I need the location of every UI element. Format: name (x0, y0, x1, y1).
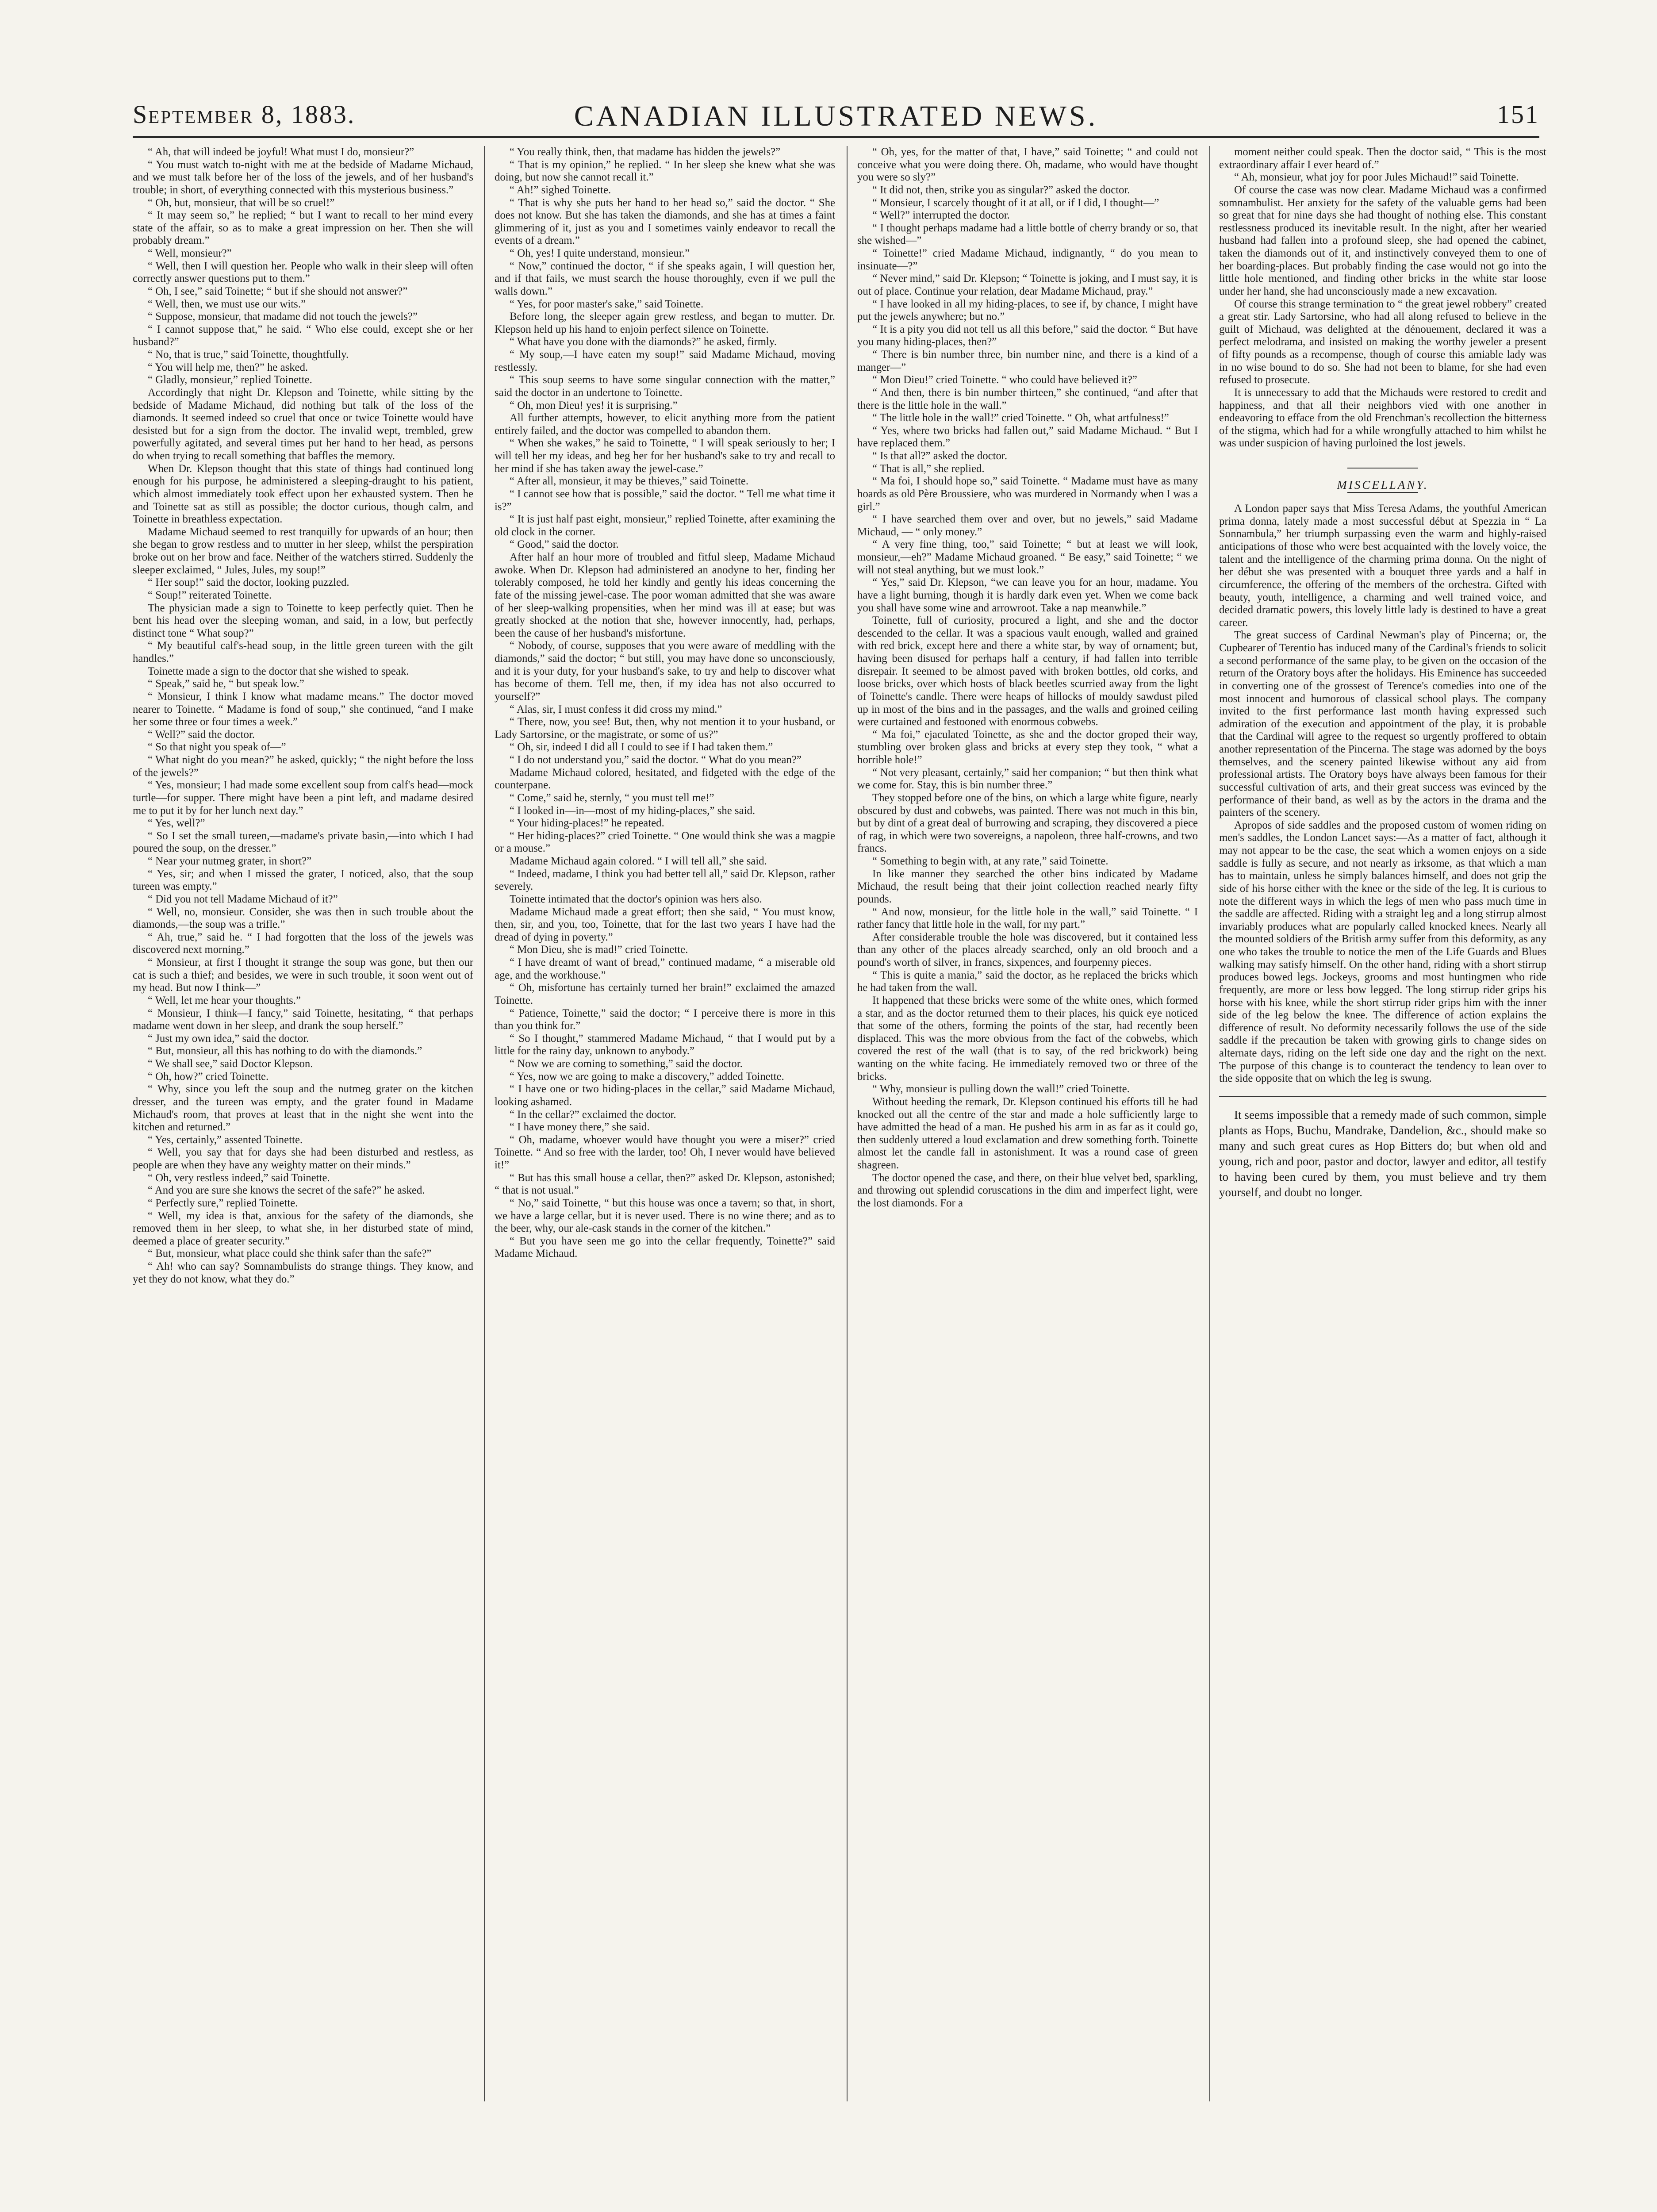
paragraph: “ Gladly, monsieur,” replied Toinette. (148, 374, 312, 386)
paragraph: “ There is bin number three, bin number nine, and there is a kind of a manger—” (857, 349, 1198, 373)
paragraph: “ We shall see,” said Doctor Klepson. (148, 1058, 313, 1070)
paragraph: “ Yes, well?” (148, 817, 205, 830)
paragraph: “ Nobody, of course, supposes that you were aware of meddling with the diamonds,” said the doctor; “ but still, you may have done so unconsciously, and it is your duty, for your husband's sake, to try and help to discover what has become of them. Tell me, then, if my idea has not also occurred to yourself?” (495, 640, 835, 703)
paragraph: “ Yes, certainly,” assented Toinette. (148, 1133, 303, 1146)
paragraph: “ It did not, then, strike you as singular?” asked the doctor. (872, 184, 1130, 196)
paragraph: “ Ah, monsieur, what joy for poor Jules Michaud!” said Toinette. (1234, 171, 1519, 184)
paragraph: Madame Michaud made a great effort; then she said, “ You must know, then, sir, and you, too, Toinette, that for the last two years I have had the dread of dying in poverty.” (495, 906, 835, 943)
paragraph: “ Well, no, monsieur. Consider, she was then in such trouble about the diamonds,—the soup was a trifle.” (133, 906, 473, 931)
paragraph: “ After all, monsieur, it may be thieves,” said Toinette. (510, 475, 749, 488)
paragraph: Before long, the sleeper again grew restless, and began to mutter. Dr. Klepson held up his hand to enjoin perfect silence on Toinette. (495, 311, 835, 335)
paragraph: “ Yes, now we are going to make a discovery,” added Toinette. (510, 1070, 784, 1083)
paragraph: “ Ma foi, I should hope so,” said Toinette. “ Madame must have as many hoards as old Père Broussiere, who was murdered in Normandy when I was a girl.” (857, 475, 1198, 513)
paragraph: “ Indeed, madame, I think you had better tell all,” said Dr. Klepson, rather severely. (495, 868, 835, 893)
paragraph: “ Monsieur, I think I know what madame means.” The doctor moved nearer to Toinette. “ Madame is fond of soup,” she continued, “and I make her some three or four times a week.” (133, 690, 473, 728)
paragraph: “ It is a pity you did not tell us all this before,” said the doctor. “ But have you many hiding-places, then?” (857, 323, 1198, 348)
paragraph: Without heeding the remark, Dr. Klepson continued his efforts till he had knocked out all the centre of the star and made a hole sufficiently large to have admitted the head of a man. He pushed his arm in as far as it could go, then suddenly uttered a loud exclamation and drew something forth. Toinette almost let the candle fall in astonishment. It was a round case of green shagreen. (857, 1095, 1198, 1171)
paragraph: “ What have you done with the diamonds?” he asked, firmly. (510, 336, 777, 348)
paragraph: “ I cannot see how that is possible,” said the doctor. “ Tell me what time it is?” (495, 488, 835, 513)
section-rule (1219, 1096, 1546, 1097)
paragraph: “ And now, monsieur, for the little hole in the wall,” said Toinette. “ I rather fancy that little hole in the wall, for my part.” (857, 906, 1198, 931)
paragraph: “ Oh, madame, whoever would have thought you were a miser?” cried Toinette. “ And so free with the larder, too! Oh, I never would have believed it!” (495, 1133, 835, 1171)
section-heading: MISCELLANY. (1337, 478, 1429, 492)
paragraph: “ I have money there,” she said. (510, 1121, 650, 1133)
issue-date: September 8, 1883. (133, 100, 356, 129)
paragraph: “ A very fine thing, too,” said Toinette; “ but at least we will look, monsieur,—eh?” Madame Michaud groaned. “ Be easy,” said Toinette; “ we will not steal anything, but we must look.” (857, 538, 1198, 576)
paragraph: “ Just my own idea,” said the doctor. (148, 1032, 309, 1045)
paragraph: “ Well?” interrupted the doctor. (872, 209, 1010, 222)
paragraph: “ My soup,—I have eaten my soup!” said Madame Michaud, moving restlessly. (495, 349, 835, 373)
paragraph: “ Ah, true,” said he. “ I had forgotten that the loss of the jewels was discovered next morning.” (133, 931, 473, 956)
paragraph: “ Is that all?” asked the doctor. (872, 450, 1008, 462)
paragraph: After considerable trouble the hole was discovered, but it contained less than any other of the places already searched, only an old brooch and a pound's worth of silver, in francs, sixpences, and fourpenny pieces. (857, 931, 1198, 968)
paragraph: “ Oh, yes! I quite understand, monsieur.” (510, 247, 690, 259)
paragraph: After half an hour more of troubled and fitful sleep, Madame Michaud awoke. When Dr. Klepson had administered an anodyne to her, finding her tolerably composed, he told her kindly and gently his ideas concerning the fate of the missing jewel-case. The poor woman admitted that she was aware of her sleep-walking propensities, when her mind was ill at ease; but was greatly shocked at the notion that she, however innocently, had, perhaps, been the cause of her husband's misfortune. (495, 551, 835, 639)
paragraph: “ I have searched them over and over, but no jewels,” said Madame Michaud, — “ only money.” (857, 513, 1198, 538)
paragraph: “ This is quite a mania,” said the doctor, as he replaced the bricks which he had taken from the wall. (857, 969, 1198, 994)
paragraph: It happened that these bricks were some of the white ones, which formed a star, and as the doctor returned them to their places, his quick eye noticed that some of the others, forming the points of the star, had recently been displaced. This was the more obvious from the fact of the cobwebs, which covered the rest of the wall (that is to say, of the red brickwork) being wanting on the white facing. He immediately removed two or three of the bricks. (857, 994, 1198, 1083)
paragraph: “ No,” said Toinette, “ but this house was once a tavern; so that, in short, we have a large cellar, but it is never used. There is no wine there; and as to the beer, why, our ale-cask stands in the corner of the kitchen.” (495, 1197, 835, 1235)
paragraph: Madame Michaud colored, hesitated, and fidgeted with the edge of the counterpane. (495, 766, 835, 791)
heading-rule (1347, 468, 1418, 469)
paragraph: “ Patience, Toinette,” said the doctor; “ I perceive there is more in this than you think for.” (495, 1007, 835, 1032)
paragraph: “ This soup seems to have some singular connection with the matter,” said the doctor in an undertone to Toinette. (495, 374, 835, 399)
paragraph: “ Speak,” said he, “ but speak low.” (148, 678, 304, 690)
paragraph: “ No, that is true,” said Toinette, thoughtfully. (148, 349, 349, 361)
paragraph: Of course the case was now clear. Madame Michaud was a confirmed somnambulist. Her anxiety for the safety of the valuable gems had been so great that for nine days she had thought of nothing else. This constant restlessness produced its inevitable result. In the night, after her wearied husband had fallen into a profound sleep, she had opened the cabinet, taken the diamonds out of it, and instinctively conveyed them to one of her boarding-places. But probably finding the case would not go into the little hole mentioned, and finding other bricks in the white star loose under her hand, she had unconsciously made a new excavation. (1219, 184, 1546, 297)
paragraph: “ Never mind,” said Dr. Klepson; “ Toinette is joking, and I must say, it is out of place. Continue your relation, dear Madame Michaud, pray.” (857, 273, 1198, 297)
paragraph: “ What night do you mean?” he asked, quickly; “ the night before the loss of the jewels?” (133, 754, 473, 779)
paragraph: “ I have dreamt of want of bread,” continued madame, “ a miserable old age, and the workhouse.” (495, 956, 835, 981)
paragraph: The doctor opened the case, and there, on their blue velvet bed, sparkling, and throwing out splendid coruscations in the dim and imperfect light, were the lost diamonds. For a (857, 1171, 1198, 1209)
paragraph: “ Ah!” sighed Toinette. (510, 184, 611, 196)
paragraph: “ So I thought,” stammered Madame Michaud, “ that I would put by a little for the rainy day, unknown to anybody.” (495, 1032, 835, 1057)
paragraph: “ So that night you speak of—” (148, 741, 286, 753)
paragraph: “ Oh, very restless indeed,” said Toinette. (148, 1171, 330, 1184)
paragraph: “ Ah, that will indeed be joyful! What must I do, monsieur?” (148, 146, 414, 158)
paragraph: “ I have one or two hiding-places in the cellar,” said Madame Michaud, looking ashamed. (495, 1083, 835, 1108)
paragraph: “ Yes, where two bricks had fallen out,” said Madame Michaud. “ But I have replaced them.” (857, 424, 1198, 449)
paragraph: “ I thought perhaps madame had a little bottle of cherry brandy or so, that she wished—” (857, 222, 1198, 247)
column-4 (1219, 146, 1546, 2124)
paragraph: “ Why, monsieur is pulling down the wall!” cried Toinette. (872, 1083, 1130, 1095)
paragraph: “ Oh, but, monsieur, that will be so cruel!” (148, 196, 335, 209)
paragraph: “ It is just half past eight, monsieur,” replied Toinette, after examining the old clock in the corner. (495, 513, 835, 538)
paragraph: “ Well, monsieur?” (148, 247, 232, 259)
paragraph: The great success of Cardinal Newman's play of Pincerna; or, the Cupbearer of Terentio has induced many of the Cardinal's friends to solicit a second performance of the same play, to be given on the occasion of the return of the Oratory boys after the holidays. His Eminence has succeeded in converting one of the grossest of Terence's comedies into one of the most innocent and humorous of classical school plays. The company invited to the first performance last month having expressed such admiration of the execution and appointment of the play, it is probable that the Cardinal will agree to the request so urgently proffered to obtain another representation of the Pincerna. The stage was adorned by the boys themselves, and the scenery painted likewise without any aid from professional artists. The Oratory boys have always been famous for their successful cultivation of arts, and their great success was evinced by the performance of their band, as well as by the actors in the drama and the painters of the scenery. (1219, 629, 1546, 819)
paragraph: “ Now,” continued the doctor, “ if she speaks again, I will question her, and if that fails, we must search the house thoroughly, even if we pull the walls down.” (495, 260, 835, 297)
paragraph: “ Monsieur, at first I thought it strange the soup was gone, but then our cat is such a thief; and besides, we were in such trouble, it soon went out of my head. But now I think—” (133, 956, 473, 994)
paragraph: “ But, monsieur, all this has nothing to do with the diamonds.” (148, 1045, 422, 1057)
paragraph: “ Near your nutmeg grater, in short?” (148, 855, 312, 867)
column-1 (133, 146, 473, 2124)
paragraph: “ Why, since you left the soup and the nutmeg grater on the kitchen dresser, and the tureen was empty, and the grater found in Madame Michaud's room, that proves at least that in the night she went into the kitchen and returned.” (133, 1083, 473, 1133)
paragraph: “ Toinette!” cried Madame Michaud, indignantly, “ do you mean to insinuate—?” (857, 247, 1198, 272)
paragraph: Accordingly that night Dr. Klepson and Toinette, while sitting by the bedside of Madame Michaud, did nothing but talk of the loss of the diamonds. It seemed indeed so cruel that once or twice Toinette would have desisted but for a sign from the doctor. The invalid wept, trembled, grew powerfully agitated, and several times put her hand to her head, as persons do when trying to recall something that baffles the memory. (133, 386, 473, 462)
paragraph: “ Now we are coming to something,” said the doctor. (510, 1058, 743, 1070)
paragraph: “ Perfectly sure,” replied Toinette. (148, 1197, 298, 1209)
paragraph: A London paper says that Miss Teresa Adams, the youthful American prima donna, lately made a most successful début at Spezzia in “ La Sonnambula,” her triumph surpassing even the warm and highly-raised anticipations of those who were best acquainted with the lovely voice, the talent and the intelligence of the charming prima donna. On the night of her début she was presented with a bouquet three yards and a half in circumference, the offering of the members of the orchestra. Gifted with beauty, youth, intelligence, a charming and well trained voice, and decided dramatic powers, this lovely little lady is destined to have a great career. (1219, 503, 1546, 629)
paragraph: “ The little hole in the wall!” cried Toinette. “ Oh, what artfulness!” (872, 412, 1169, 424)
paragraph: “ But has this small house a cellar, then?” asked Dr. Klepson, astonished; “ that is not usual.” (495, 1171, 835, 1197)
paragraph: “ Suppose, monsieur, that madame did not touch the jewels?” (148, 311, 418, 323)
paragraph: “ Monsieur, I scarcely thought of it at all, or if I did, I thought—” (872, 196, 1159, 209)
paragraph: “ Oh, mon Dieu! yes! it is surprising.” (510, 399, 678, 411)
paragraph: “ I do not understand you,” said the doctor. “ What do you mean?” (510, 754, 802, 766)
column-divider (1209, 146, 1210, 2101)
paragraph: “ But you have seen me go into the cellar frequently, Toinette?” said Madame Michaud. (495, 1235, 835, 1260)
paragraph: “ But, monsieur, what place could she think safer than the safe?” (148, 1248, 432, 1260)
paragraph: “ Good,” said the doctor. (510, 538, 619, 551)
paragraph: Toinette made a sign to the doctor that she wished to speak. (148, 665, 409, 677)
paragraph: “ You will help me, then?” he asked. (148, 361, 308, 373)
column-2 (495, 146, 835, 2124)
paragraph: “ Oh, sir, indeed I did all I could to see if I had taken them.” (510, 741, 773, 753)
paragraph: “ Your hiding-places!” he repeated. (510, 817, 664, 830)
paragraph: “ Oh, how?” cried Toinette. (148, 1070, 269, 1083)
paragraph: “ Something to begin with, at any rate,” said Toinette. (872, 855, 1109, 867)
paragraph: Madame Michaud again colored. “ I will tell all,” she said. (510, 855, 767, 867)
paragraph: “ Well, my idea is that, anxious for the safety of the diamonds, she removed them in her sleep, to what she, in her disturbed state of mind, deemed a place of greater security.” (133, 1210, 473, 1247)
paragraph: In like manner they searched the other bins indicated by Madame Michaud, the result being that their joint collection reached nearly fifty pounds. (857, 868, 1198, 905)
paragraph: “ That is my opinion,” he replied. “ In her sleep she knew what she was doing, but now she cannot recall it.” (495, 158, 835, 184)
paragraph: “ Mon Dieu, she is mad!” cried Toinette. (510, 944, 688, 956)
heading-rule (1347, 492, 1418, 493)
paragraph: The physician made a sign to Toinette to keep perfectly quiet. Then he bent his head over the sleeping woman, and said, in a low, but perfectly distinct tone “ What soup?” (133, 602, 473, 639)
paragraph: “ Well, you say that for days she had been disturbed and restless, as people are when they have any weighty matter on their minds.” (133, 1146, 473, 1171)
story-conclusion (1219, 146, 1546, 450)
paragraph: “ I cannot suppose that,” he said. “ Who else could, except she or her husband?” (133, 323, 473, 348)
paragraph: “ Well, then I will question her. People who walk in their sleep will often correctly answer questions put to them.” (133, 260, 473, 285)
page-header (133, 100, 1539, 153)
paragraph: “ Well?” said the doctor. (148, 728, 255, 741)
paragraph: “ Well, then, we must use our wits.” (148, 298, 306, 310)
paragraph: “ That is all,” she replied. (872, 462, 985, 475)
paragraph: “ Soup!” reiterated Toinette. (148, 589, 272, 601)
paragraph: They stopped before one of the bins, on which a large white figure, nearly obscured by dust and cobwebs, was painted. There was not much in this bin, but by dint of a great deal of burrowing and scraping, they discovered a piece of rag, in which were two sovereigns, a napoleon, three half-crowns, and two francs. (857, 791, 1198, 855)
paragraph: “ When she wakes,” he said to Toinette, “ I will speak seriously to her; I will tell her my ideas, and beg her for her husband's sake to try and recall to her mind if she has taken away the jewel-case.” (495, 437, 835, 475)
paragraph: Of course this strange termination to “ the great jewel robbery” created a great stir. Lady Sartorsine, who had all along refused to believe in the guilt of Michaud, was delighted at the dénouement, declared it was a perfect melodrama, and insisted on making the worthy jeweler a present of fifty pounds as a recompense, though of course this amiable lady was in no wise bound to do so. She had not been to blame, for she had even refused to prosecute. (1219, 298, 1546, 386)
paragraph: “ Oh, I see,” said Toinette; “ but if she should not answer?” (148, 285, 408, 297)
paragraph: Madame Michaud seemed to rest tranquilly for upwards of an hour; then she began to grow restless and to mutter in her sleep, whilst the perspiration broke out on her brow and face. Neither of the watchers stirred. Suddenly the sleeper exclaimed, “ Jules, Jules, my soup!” (133, 526, 473, 576)
paragraph: “ Come,” said he, sternly, “ you must tell me!” (510, 791, 714, 804)
advertisement-text: It seems impossible that a remedy made of such common, simple plants as Hops, Buchu, Mandrake, Dandelion, &c., should make so many and such great cures as Hop Bitters do; but when old and young, rich and poor, pastor and doctor, lawyer and editor, all testify to having been cured by them, you must believe and try them yourself, and doubt no longer. (1219, 1108, 1546, 1199)
column-divider (484, 146, 485, 2101)
paragraph: “ Yes,” said Dr. Klepson, “we can leave you for an hour, madame. You have a light burning, though it is hardly dark even yet. When we come back you shall have some wine and arrowroot. Take a nap meanwhile.” (857, 576, 1198, 614)
paragraph: “ You really think, then, that madame has hidden the jewels?” (510, 146, 781, 158)
paragraph: “ That is why she puts her hand to her head so,” said the doctor. “ She does not know. But she has taken the diamonds, and she has at times a faint glimmering of it, just as you and I sometimes vainly endeavor to recall the events of a dream.” (495, 196, 835, 247)
miscellany-section (1219, 503, 1546, 1085)
paragraph: “ Ma foi,” ejaculated Toinette, as she and the doctor groped their way, stumbling over broken glass and bricks at every step they took, “ what a horrible hole!” (857, 728, 1198, 766)
paragraph: “ It may seem so,” he replied; “ but I want to recall to her mind every state of the affair, so as to make a great impression on her. Then she will probably dream.” (133, 209, 473, 247)
header-rule (133, 136, 1539, 138)
paragraph: “ I looked in—in—most of my hiding-places,” she said. (510, 804, 756, 817)
paragraph: “ In the cellar?” exclaimed the doctor. (510, 1108, 676, 1121)
paragraph: Toinette intimated that the doctor's opinion was hers also. (510, 893, 762, 905)
paragraph: “ Oh, misfortune has certainly turned her brain!” exclaimed the amazed Toinette. (495, 982, 835, 1006)
paragraph: “ You must watch to-night with me at the bedside of Madame Michaud, and we must talk before her of the loss of the jewels, and of her husband's trouble; in short, of everything connected with this mysterious business.” (133, 158, 473, 196)
paragraph: “ Yes, for poor master's sake,” said Toinette. (510, 298, 704, 310)
paragraph: Toinette, full of curiosity, procured a light, and she and the doctor descended to the cellar. It was a spacious vault enough, walled and grained with red brick, except here and there a white star, by way of ornament; but, having been disused for perhaps half a century, if had fallen into terrible disrepair. It seemed to be almost paved with broken bottles, old corks, and loose bricks, over which hosts of black beetles scurried away from the light of Toinette's candle. There were heaps of hillocks of mouldy sawdust piled up in most of the bins and in the passages, and the walls and groined ceiling were curtained and festooned with enormous cobwebs. (857, 614, 1198, 728)
paragraph: moment neither could speak. Then the doctor said, “ This is the most extraordinary affair I ever heard of.” (1219, 146, 1546, 171)
paragraph: “ So I set the small tureen,—madame's private basin,—into which I had poured the soup, on the dresser.” (133, 830, 473, 855)
paragraph: “ Alas, sir, I must confess it did cross my mind.” (510, 703, 722, 715)
paragraph: “ Mon Dieu!” cried Toinette. “ who could have believed it?” (872, 374, 1137, 386)
paragraph: It is unnecessary to add that the Michauds were restored to credit and happiness, and that all their neighbors vied with one another in endeavoring to efface from the old Frenchman's recollection the bitterness of the stigma, which had for a while wrongfully attached to him whilst he was under suspicion of having purloined the lost jewels. (1219, 386, 1546, 449)
paragraph: When Dr. Klepson thought that this state of things had continued long enough for his purpose, he administered a sleeping-draught to his patient, which almost immediately took effect upon her exhausted system. Then he and Toinette sat as still as possible; the doctor curious, though calm, and Toinette in breathless expectation. (133, 462, 473, 526)
paragraph: “ Not very pleasant, certainly,” said her companion; “ but then think what we come for. Stay, this is bin number three.” (857, 766, 1198, 791)
paragraph: “ Well, let me hear your thoughts.” (148, 994, 301, 1006)
column-3 (857, 146, 1198, 2124)
paragraph: “ I have looked in all my hiding-places, to see if, by chance, I might have put the jewels anywhere; but no.” (857, 298, 1198, 323)
paragraph: “ And you are sure she knows the secret of the safe?” he asked. (148, 1184, 425, 1197)
paragraph: “ Oh, yes, for the matter of that, I have,” said Toinette; “ and could not conceive what you were doing there. Oh, madame, who would have thought you were so sly?” (857, 146, 1198, 184)
paragraph: “ Ah! who can say? Somnambulists do strange things. They know, and yet they do not know, what they do.” (133, 1260, 473, 1285)
paragraph: “ Monsieur, I think—I fancy,” said Toinette, hesitating, “ that perhaps madame went down in her sleep, and drank the soup herself.” (133, 1007, 473, 1032)
column-divider (847, 146, 848, 2101)
page-number: 151 (1497, 100, 1539, 129)
paragraph: “ Yes, sir; and when I missed the grater, I noticed, also, that the soup tureen was empty.” (133, 868, 473, 893)
paragraph: “ There, now, you see! But, then, why not mention it to your husband, or Lady Sartorsine, or the magistrate, or some of us?” (495, 716, 835, 741)
paragraph: “ And then, there is bin number thirteen,” she continued, “and after that there is the little hole in the wall.” (857, 386, 1198, 411)
paragraph: “ Her soup!” said the doctor, looking puzzled. (148, 576, 349, 589)
masthead-title: CANADIAN ILLUSTRATED NEWS. (574, 100, 1098, 132)
paragraph: “ Her hiding-places?” cried Toinette. “ One would think she was a magpie or a mouse.” (495, 830, 835, 855)
paragraph: All further attempts, however, to elicit anything more from the patient entirely failed, and the doctor was compelled to abandon them. (495, 412, 835, 437)
paragraph: “ My beautiful calf's-head soup, in the little green tureen with the gilt handles.” (133, 640, 473, 664)
paragraph: “ Did you not tell Madame Michaud of it?” (148, 893, 338, 905)
paragraph: “ Yes, monsieur; I had made some excellent soup from calf's head—mock turtle—for supper. There might have been a pint left, and madame desired me to put it by for her lunch next day.” (133, 779, 473, 817)
paragraph: Apropos of side saddles and the proposed custom of women riding on men's saddles, the London Lancet says:—As a matter of fact, although it may not appear to be the case, the seat which a women enjoys on a side saddle is fully as secure, and not nearly as irksome, as that which a man has to maintain, unless he simply balances himself, and does not grip the side of his horse either with the knee or the side of the leg. It is curious to note the different ways in which the legs of men who pass much time in the saddle are affected. Riding with a straight leg and a long stirrup almost invariably produces what are popularly called knocked knees. Nearly all the mounted soldiers of the British army suffer from this deformity, as any one who takes the trouble to notice the men of the Life Guards and Blues walking may satisfy himself. On the other hand, riding with a short stirrup produces bowed legs. Jockeys, grooms and most huntingmen who ride frequently, are more or less bow legged. The long stirrup rider grips his horse with his knee, while the short stirrup rider grips him with the inner side of the leg below the knee. The difference of action explains the difference of result. No deformity necessarily follows the use of the side saddle if the precaution be taken with growing girls to change sides on alternate days, riding on the left side one day and the right on the next. The purpose of this change is to counteract the tendency to lean over to the side opposite that on which the leg is swung. (1219, 819, 1546, 1085)
